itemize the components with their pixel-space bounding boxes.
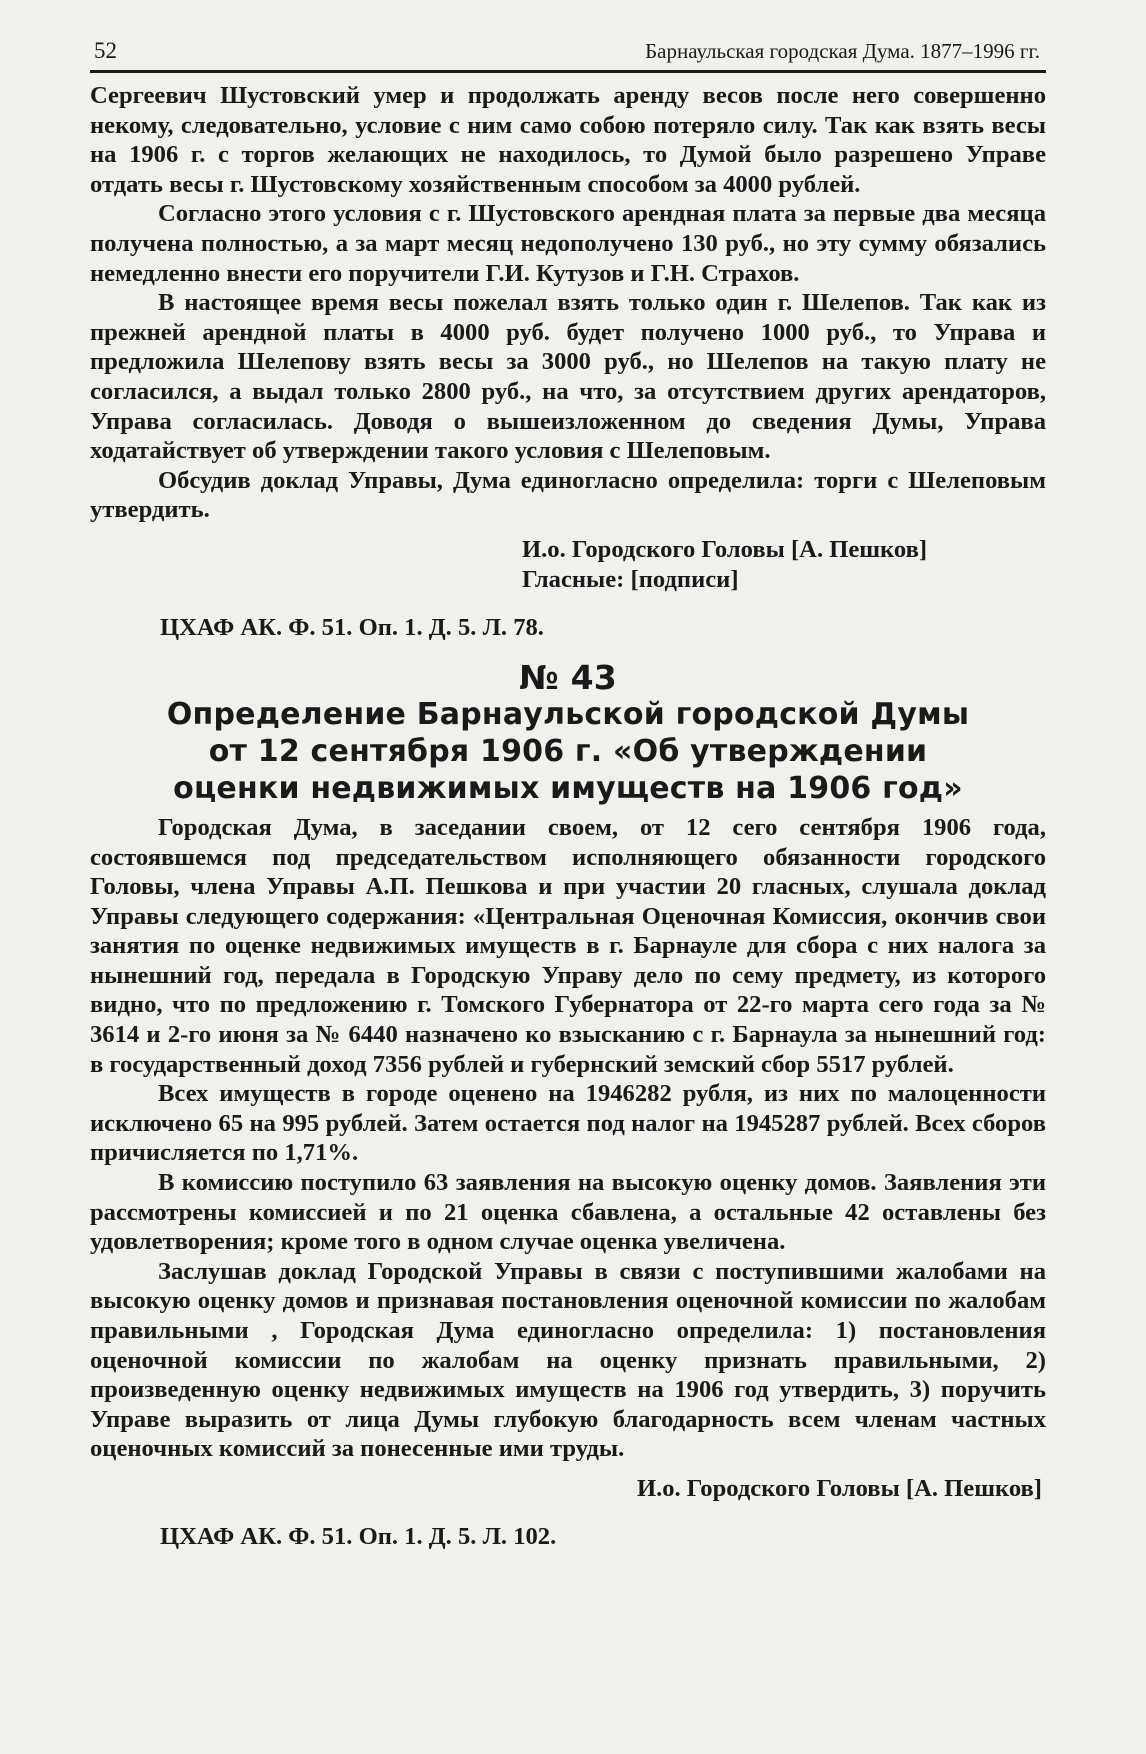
paragraph: Городская Дума, в заседании своем, от 12 сего сентября 1906 года, состоявшемся под председательством исполняющего обязанности городского Головы, члена Управы А.П. Пешкова и при участии 20 гласных, слушала доклад Управы следующего содержания: «Центральная Оценочная Комиссия, окончив свои занятия по оценке недвижимых имуществ в г. Барнауле для сбора с них налога за нынешний год, передала в Городскую Управу дело по сему предмету, из которого видно, что по предложению г. Томского Губернатора от 22-го марта сего года за № 3614 и 2-го июня за № 6440 назначено ко взысканию с г. Барнаула за нынешний год: в государственный доход 7356 рублей и губернский земский сбор 5517 рублей. <box>90 813 1046 1078</box>
paragraph: Согласно этого условия с г. Шустовского арендная плата за первые два месяца получена полностью, а за март месяц недополучено 130 руб., но эту сумму обязались немедленно внести его поручители Г.И. Кутузов и Г.Н. Страхов. <box>90 200 1046 287</box>
running-title: Барнаульская городская Дума. 1877–1996 гг. <box>645 39 1040 63</box>
paragraph: В настоящее время весы пожелал взять только один г. Шелепов. Так как из прежней арендной платы в 4000 руб. будет получено 1000 руб., то Управа и предложила Шелепову взять весы за 3000 руб., но Шелепов на такую плату не согласился, а выдал только 2800 руб., на что, за отсутствием других арендаторов, Управа согласилась. Доводя о вышеизложенном до сведения Думы, Управа ходатайствует об утверждении такого условия с Шелеповым. <box>90 289 1046 465</box>
archive-reference: ЦХАФ АК. Ф. 51. Оп. 1. Д. 5. Л. 78. <box>160 613 544 641</box>
document-title-line: оценки недвижимых имуществ на 1906 год» <box>173 770 963 806</box>
document-title-line: Определение Барнаульской городской Думы <box>166 696 970 732</box>
paragraph: Заслушав доклад Городской Управы в связи с поступившими жалобами на высокую оценку домов и признавая постановления оценочной комиссии по жалобам правильными , Городская Дума единогласно определила: 1) постановления оценочной комиссии по жалобам на оценку признать правильными, 2) произведенную оценку недвижимых имуществ на 1906 год утвердить, 3) поручить Управе выразить от лица Думы глубокую благодарность всем членам частных оценочных комиссий за понесенные ими труды. <box>90 1257 1046 1463</box>
paragraph: Обсудив доклад Управы, Дума единогласно определила: торги с Шелеповым утвердить. <box>90 466 1046 524</box>
document-number: № 43 <box>519 657 617 697</box>
signature-members: Гласные: [подписи] <box>522 565 739 593</box>
paragraph: Сергеевич Шустовский умер и продолжать аренду весов после него совершенно некому, следовательно, условие с ним само собою потеряло силу. Так как взять весы на 1906 г. с торгов желающих не находилось, то Думой было разрешено Управе отдать весы г. Шустовскому хозяйственным способом за 4000 рублей. <box>90 82 1046 198</box>
archive-reference: ЦХАФ АК. Ф. 51. Оп. 1. Д. 5. Л. 102. <box>160 1522 557 1550</box>
paragraph: Всех имуществ в городе оценено на 1946282 рубля, из них по малоценности исключено 65 на 995 рублей. Затем остается под налог на 1945287 рублей. Всех сборов причисляется по 1,71%. <box>90 1080 1046 1167</box>
signature-head: И.о. Городского Головы [А. Пешков] <box>636 1474 1042 1502</box>
document-heading <box>90 659 1046 807</box>
paragraph: В комиссию поступило 63 заявления на высокую оценку домов. Заявления эти рассмотрены комиссией и по 21 оценка сбавлена, а остальные 42 оставлены без удовлетворения; кроме того в одном случае оценка увеличена. <box>90 1169 1046 1256</box>
page-number: 52 <box>94 38 117 63</box>
signature-head: И.о. Городского Головы [А. Пешков] <box>522 535 928 563</box>
document-title-line: от 12 сентября 1906 г. «Об утверждении <box>208 733 928 769</box>
doc42-body <box>90 81 1046 525</box>
doc43-body <box>90 813 1046 1464</box>
running-header <box>90 38 1046 73</box>
